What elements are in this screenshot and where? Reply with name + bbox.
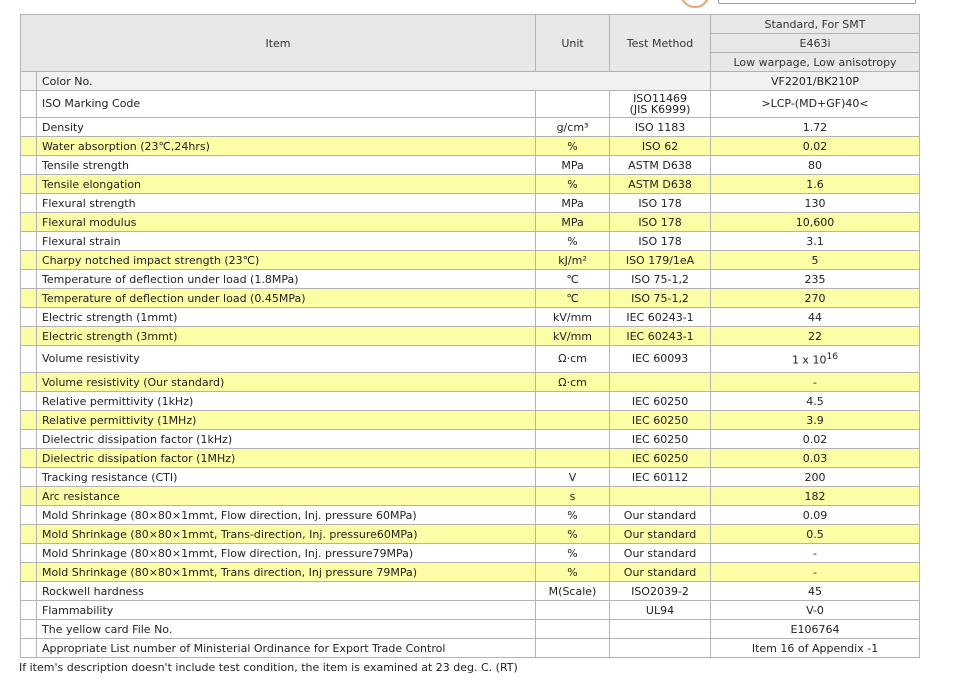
row-marker: [21, 346, 37, 373]
test-method-cell: Our standard: [610, 506, 711, 525]
unit-cell: [536, 639, 610, 658]
unit-cell: %: [536, 544, 610, 563]
value-base: 1 x 10: [791, 353, 827, 367]
test-method-cell: [610, 620, 711, 639]
item-cell: Tensile elongation: [37, 175, 536, 194]
table-row: [21, 175, 920, 194]
value-cell: 4.5: [711, 392, 920, 411]
test-method-cell: IEC 60243-1: [610, 327, 711, 346]
row-marker: [21, 544, 37, 563]
row-marker: [21, 251, 37, 270]
item-cell: Flammability: [37, 601, 536, 620]
item-cell: Appropriate List number of Ministerial Ordinance for Export Trade Control: [37, 639, 536, 658]
table-row: [21, 582, 920, 601]
unit-cell: s: [536, 487, 610, 506]
value-cell: 270: [711, 289, 920, 308]
test-method-header: Test Method: [610, 15, 711, 72]
row-marker: [21, 175, 37, 194]
table-row: [21, 289, 920, 308]
row-marker: [21, 118, 37, 137]
table-row: [21, 137, 920, 156]
test-method-cell: ISO 179/1eA: [610, 251, 711, 270]
item-cell: Tracking resistance (CTI): [37, 468, 536, 487]
item-cell: Mold Shrinkage (80×80×1mmt, Trans-direction, Inj. pressure60MPa): [37, 525, 536, 544]
test-method-cell: IEC 60250: [610, 449, 711, 468]
table-row: [21, 430, 920, 449]
value-cell: -: [711, 544, 920, 563]
value-cell: 0.02: [711, 137, 920, 156]
unit-cell: ℃: [536, 270, 610, 289]
value-cell: -: [711, 563, 920, 582]
unit-cell: [536, 620, 610, 639]
footnote: If item's description doesn't include test condition, the item is examined at 23 deg. C. (RT): [19, 661, 518, 674]
item-cell: ISO Marking Code: [37, 91, 536, 118]
unit-cell: MPa: [536, 213, 610, 232]
category-header: Standard, For SMT: [711, 15, 920, 34]
item-cell: Relative permittivity (1MHz): [37, 411, 536, 430]
item-cell: Volume resistivity (Our standard): [37, 373, 536, 392]
table-row: [21, 506, 920, 525]
test-method-cell: IEC 60093: [610, 346, 711, 373]
item-cell: The yellow card File No.: [37, 620, 536, 639]
row-marker: [21, 430, 37, 449]
row-marker: [21, 270, 37, 289]
unit-cell: kV/mm: [536, 308, 610, 327]
test-method-cell: IEC 60250: [610, 430, 711, 449]
table-row: [21, 213, 920, 232]
table-row: [21, 525, 920, 544]
unit-cell: [536, 91, 610, 118]
unit-cell: ℃: [536, 289, 610, 308]
unit-cell: %: [536, 137, 610, 156]
unit-header: Unit: [536, 15, 610, 72]
unit-cell: V: [536, 468, 610, 487]
table-row: [21, 373, 920, 392]
unit-cell: %: [536, 563, 610, 582]
table-row: [21, 251, 920, 270]
test-method-cell: ISO 178: [610, 232, 711, 251]
test-method-cell: Our standard: [610, 544, 711, 563]
test-method-cell: [610, 639, 711, 658]
row-marker: [21, 525, 37, 544]
table-row: [21, 232, 920, 251]
value-cell: 10,600: [711, 213, 920, 232]
row-marker: [21, 308, 37, 327]
circle-button-icon[interactable]: [680, 0, 710, 8]
value-cell: Item 16 of Appendix -1: [711, 639, 920, 658]
row-marker: [21, 582, 37, 601]
table-row: [21, 194, 920, 213]
value-cell: 0.02: [711, 430, 920, 449]
value-cell: 200: [711, 468, 920, 487]
table-row: [21, 639, 920, 658]
test-method-cell: Our standard: [610, 525, 711, 544]
properties-table: [20, 14, 920, 658]
unit-cell: %: [536, 525, 610, 544]
unit-cell: kV/mm: [536, 327, 610, 346]
table-row: [21, 411, 920, 430]
row-marker: [21, 487, 37, 506]
row-marker: [21, 72, 37, 91]
row-marker: [21, 289, 37, 308]
test-method-cell: ASTM D638: [610, 156, 711, 175]
value-cell: 0.03: [711, 449, 920, 468]
row-marker: [21, 639, 37, 658]
row-marker: [21, 194, 37, 213]
test-method-cell: [610, 373, 711, 392]
row-marker: [21, 232, 37, 251]
item-cell: Tensile strength: [37, 156, 536, 175]
unit-cell: MPa: [536, 194, 610, 213]
test-method-cell: ISO 178: [610, 194, 711, 213]
item-cell: Dielectric dissipation factor (1kHz): [37, 430, 536, 449]
color-no-value: VF2201/BK210P: [711, 72, 920, 91]
value-cell: 3.1: [711, 232, 920, 251]
test-method-text: ISO11469 (JIS K6999): [629, 91, 691, 116]
item-cell: Flexural modulus: [37, 213, 536, 232]
test-method-cell: ISO 75-1,2: [610, 289, 711, 308]
unit-cell: M(Scale): [536, 582, 610, 601]
value-cell: 1.72: [711, 118, 920, 137]
test-method-cell: IEC 60112: [610, 468, 711, 487]
value-cell: 1.6: [711, 175, 920, 194]
unit-cell: %: [536, 506, 610, 525]
value-cell: 44: [711, 308, 920, 327]
item-cell: Temperature of deflection under load (0.45MPa): [37, 289, 536, 308]
unit-cell: Ω·cm: [536, 346, 610, 373]
table-row: [21, 563, 920, 582]
item-cell: Water absorption (23℃,24hrs): [37, 137, 536, 156]
test-method-cell: IEC 60250: [610, 392, 711, 411]
item-header: Item: [21, 15, 536, 72]
table-row: [21, 392, 920, 411]
test-method-cell: ISO2039-2: [610, 582, 711, 601]
value-cell: 45: [711, 582, 920, 601]
unit-cell: [536, 430, 610, 449]
value-cell: [711, 346, 920, 373]
feature-header: Low warpage, Low anisotropy: [711, 53, 920, 72]
row-marker: [21, 563, 37, 582]
test-method-cell: ISO 75-1,2: [610, 270, 711, 289]
color-no-label: Color No.: [37, 72, 711, 91]
row-marker: [21, 137, 37, 156]
table-row: [21, 118, 920, 137]
item-cell: Charpy notched impact strength (23℃): [37, 251, 536, 270]
test-method-cell: ISO 62: [610, 137, 711, 156]
table-row: [21, 327, 920, 346]
test-method-cell: IEC 60243-1: [610, 308, 711, 327]
value-cell: 182: [711, 487, 920, 506]
item-cell: Flexural strain: [37, 232, 536, 251]
value-cell: E106764: [711, 620, 920, 639]
test-method-cell: Our standard: [610, 563, 711, 582]
top-partial-controls: [680, 0, 977, 14]
unit-cell: g/cm³: [536, 118, 610, 137]
item-cell: Electric strength (1mmt): [37, 308, 536, 327]
unit-cell: kJ/m²: [536, 251, 610, 270]
row-marker: [21, 620, 37, 639]
item-cell: Mold Shrinkage (80×80×1mmt, Flow direction, Inj. pressure79MPa): [37, 544, 536, 563]
unit-cell: [536, 449, 610, 468]
value-exponent: 16: [826, 351, 839, 363]
value-cell: 235: [711, 270, 920, 289]
item-cell: Arc resistance: [37, 487, 536, 506]
row-marker: [21, 449, 37, 468]
table-row: [21, 156, 920, 175]
table-row: [21, 468, 920, 487]
item-cell: Rockwell hardness: [37, 582, 536, 601]
item-cell: Density: [37, 118, 536, 137]
row-marker: [21, 373, 37, 392]
row-marker: [21, 213, 37, 232]
test-method-cell: ASTM D638: [610, 175, 711, 194]
item-cell: Relative permittivity (1kHz): [37, 392, 536, 411]
value-cell: 22: [711, 327, 920, 346]
color-no-row: [21, 72, 920, 91]
test-method-cell: IEC 60250: [610, 411, 711, 430]
table-row: [21, 270, 920, 289]
item-cell: Mold Shrinkage (80×80×1mmt, Trans direction, Inj pressure 79MPa): [37, 563, 536, 582]
grade-header: E463i: [711, 34, 920, 53]
item-cell: Volume resistivity: [37, 346, 536, 373]
row-marker: [21, 392, 37, 411]
test-method-cell: [610, 487, 711, 506]
unit-cell: %: [536, 232, 610, 251]
value-cell: 0.09: [711, 506, 920, 525]
row-marker: [21, 506, 37, 525]
value-cell: 80: [711, 156, 920, 175]
table-row: [21, 544, 920, 563]
item-cell: Dielectric dissipation factor (1MHz): [37, 449, 536, 468]
unit-cell: Ω·cm: [536, 373, 610, 392]
unit-cell: %: [536, 175, 610, 194]
unit-cell: [536, 392, 610, 411]
row-marker: [21, 601, 37, 620]
table-row: [21, 308, 920, 327]
unit-cell: [536, 411, 610, 430]
value-cell: 5: [711, 251, 920, 270]
unit-cell: [536, 601, 610, 620]
test-method-cell: ISO 178: [610, 213, 711, 232]
value-cell: -: [711, 373, 920, 392]
row-marker: [21, 468, 37, 487]
table-row: [21, 449, 920, 468]
value-cell: 0.5: [711, 525, 920, 544]
test-method-cell: [610, 91, 711, 118]
item-cell: Electric strength (3mmt): [37, 327, 536, 346]
table-row: [21, 487, 920, 506]
table-row: [21, 346, 920, 373]
search-input[interactable]: [718, 0, 916, 4]
item-cell: Flexural strength: [37, 194, 536, 213]
table-row: [21, 620, 920, 639]
row-marker: [21, 327, 37, 346]
value-cell: 130: [711, 194, 920, 213]
row-marker: [21, 91, 37, 118]
row-marker: [21, 156, 37, 175]
value-cell: 3.9: [711, 411, 920, 430]
row-marker: [21, 411, 37, 430]
table-row: [21, 601, 920, 620]
test-method-cell: ISO 1183: [610, 118, 711, 137]
unit-cell: MPa: [536, 156, 610, 175]
item-cell: Mold Shrinkage (80×80×1mmt, Flow direction, Inj. pressure 60MPa): [37, 506, 536, 525]
table-row: [21, 91, 920, 118]
item-cell: Temperature of deflection under load (1.8MPa): [37, 270, 536, 289]
test-method-cell: UL94: [610, 601, 711, 620]
value-cell: V-0: [711, 601, 920, 620]
value-cell: >LCP-(MD+GF)40<: [711, 91, 920, 118]
